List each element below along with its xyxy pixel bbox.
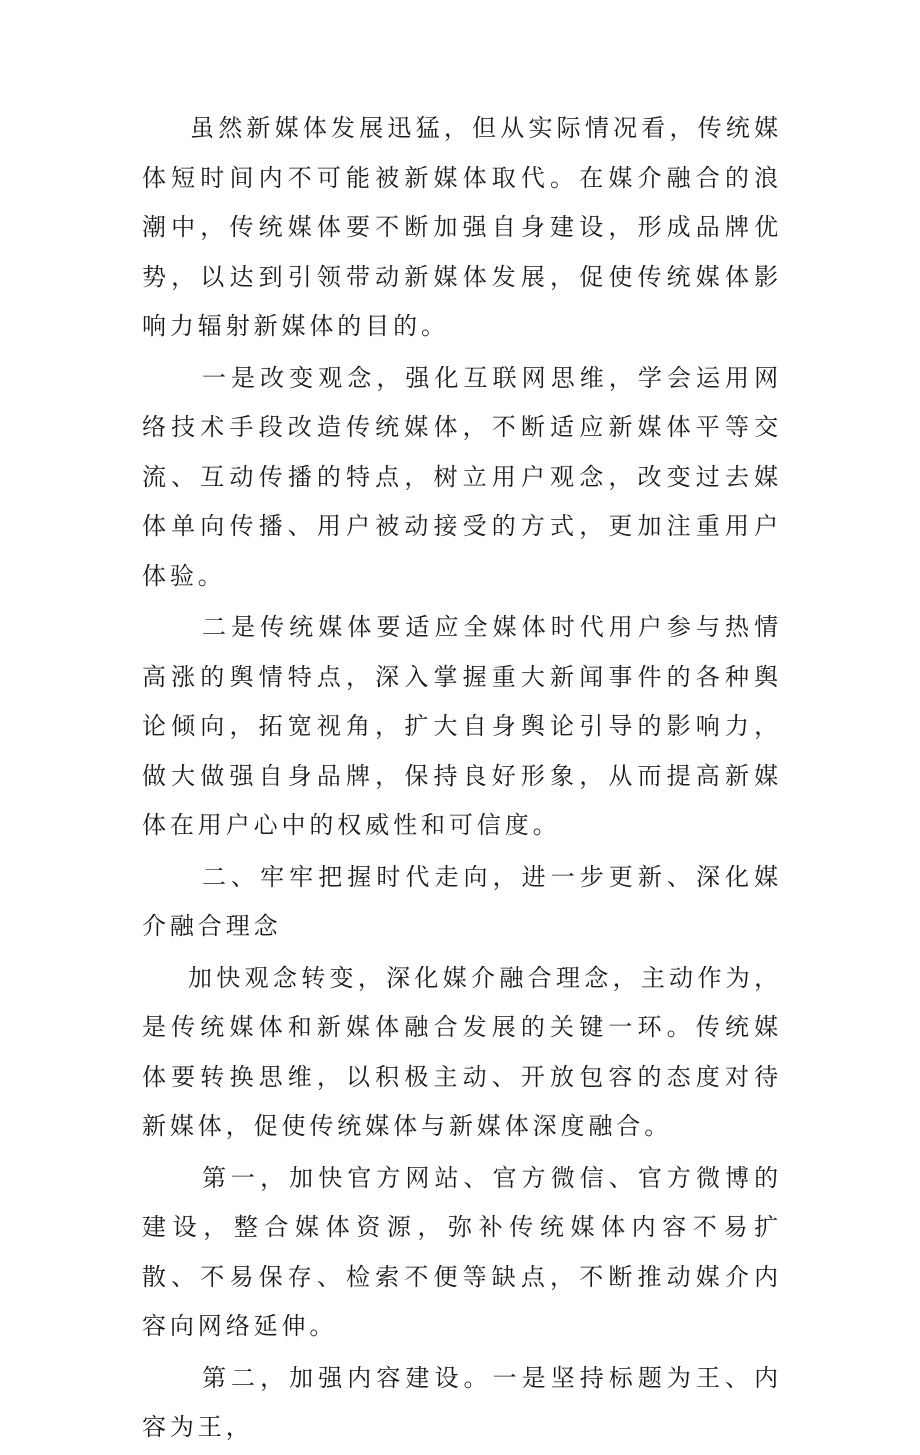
document-body bbox=[142, 104, 782, 1455]
paragraph-intro: 虽然新媒体发展迅猛，但从实际情况看，传统媒体短时间内不可能被新媒体取代。在媒介融合的浪潮中，传统媒体要不断加强自身建设，形成品牌优势，以达到引领带动新媒体发展，促使传统媒体影响力辐射新媒体的目的。 bbox=[142, 114, 782, 340]
paragraph-point-one: 一是改变观念，强化互联网思维，学会运用网络技术手段改造传统媒体，不断适应新媒体平等交流、互动传播的特点，树立用户观念，改变过去媒体单向传播、用户被动接受的方式，更加注重用户体验。 bbox=[142, 363, 782, 590]
paragraph-second-measure: 第二，加强内容建设。一是坚持标题为王、内容为王， bbox=[142, 1363, 782, 1441]
paragraph-point-two: 二是传统媒体要适应全媒体时代用户参与热情高涨的舆情特点，深入掌握重大新闻事件的各种舆论倾向，拓宽视角，扩大自身舆论引导的影响力，做大做强自身品牌，保持良好形象，从而提高新媒体在用户心中的权威性和可信度。 bbox=[142, 613, 782, 839]
paragraph-section-intro: 加快观念转变，深化媒介融合理念，主动作为，是传统媒体和新媒体融合发展的关键一环。传统媒体要转换思维，以积极主动、开放包容的态度对待新媒体，促使传统媒体与新媒体深度融合。 bbox=[142, 963, 782, 1140]
section-heading: 二、牢牢把握时代走向，进一步更新、深化媒介融合理念 bbox=[142, 862, 782, 940]
paragraph-first-measure: 第一，加快官方网站、官方微信、官方微博的建设，整合媒体资源，弥补传统媒体内容不易扩散、不易保存、检索不便等缺点，不断推动媒介内容向网络延伸。 bbox=[142, 1163, 782, 1340]
